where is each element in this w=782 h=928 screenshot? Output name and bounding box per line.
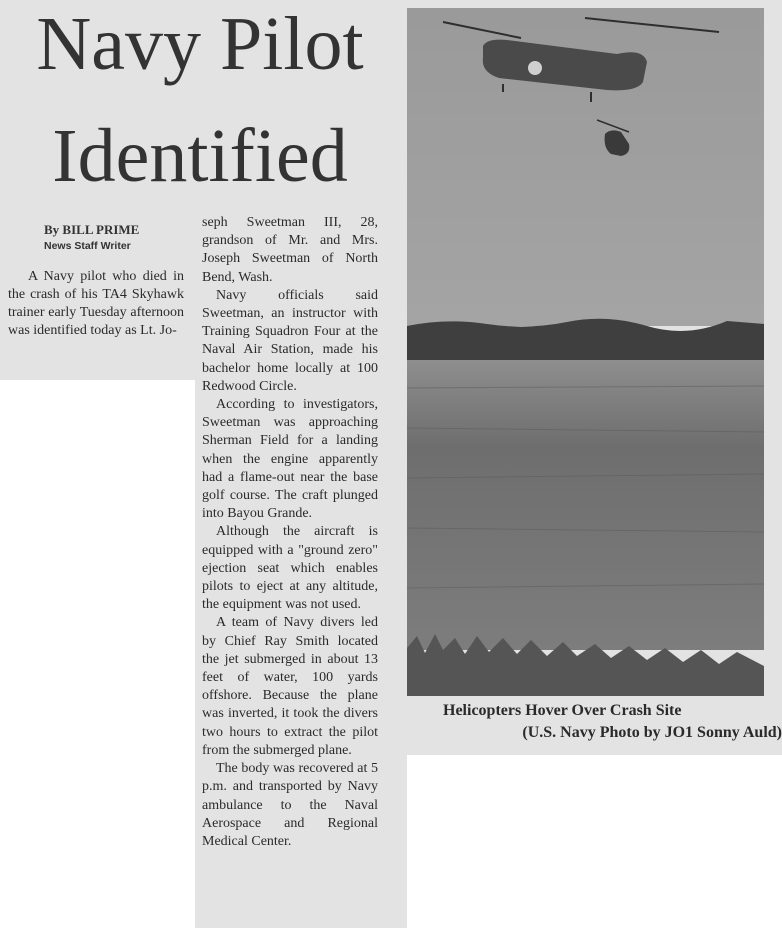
photo-caption-title: Helicopters Hover Over Crash Site (443, 702, 682, 719)
article-paragraph: According to investigators, Sweetman was approaching Sherman Field for a landing when the engine apparently had a flame-out near the base golf course. The craft plunged into Bayou Grande. (202, 397, 378, 522)
article-column-2 (202, 214, 378, 851)
article-paragraph: Navy officials said Sweetman, an instructor with Training Squadron Four at the Naval Air Station, made his bachelor home locally at 100 Redwood Circle. (202, 287, 378, 394)
article-paragraph: seph Sweetman III, 28, grandson of Mr. and Mrs. Joseph Sweetman of North Bend, Wash. (202, 215, 378, 285)
byline: By BILL PRIME (44, 222, 140, 237)
article-column-1: A Navy pilot who died in the crash of his TA4 Skyhawk trainer early Tuesday afternoon was identified today as Lt. Jo- (8, 269, 184, 338)
headline-line-2: Identified (52, 114, 348, 198)
article-paragraph: Although the aircraft is equipped with a "ground zero" ejection seat which enables pilots to eject at any altitude, the equipment was not used. (202, 524, 378, 613)
water-area (407, 360, 764, 650)
article-paragraph: A team of Navy divers led by Chief Ray Smith located the jet submerged in about 13 feet of water, 100 yards offshore. Because the plane was inverted, it took the divers two hours to extract the pilot from the submerged plane. (202, 615, 378, 758)
photo-caption-credit: (U.S. Navy Photo by JO1 Sonny Auld) (522, 724, 782, 741)
byline-role: News Staff Writer (44, 240, 131, 252)
news-photo-helicopters (407, 8, 764, 696)
article-paragraph: The body was recovered at 5 p.m. and transported by Navy ambulance to the Naval Aerospace and Regional Medical Center. (202, 761, 378, 849)
headline-line-1: Navy Pilot (36, 2, 364, 86)
